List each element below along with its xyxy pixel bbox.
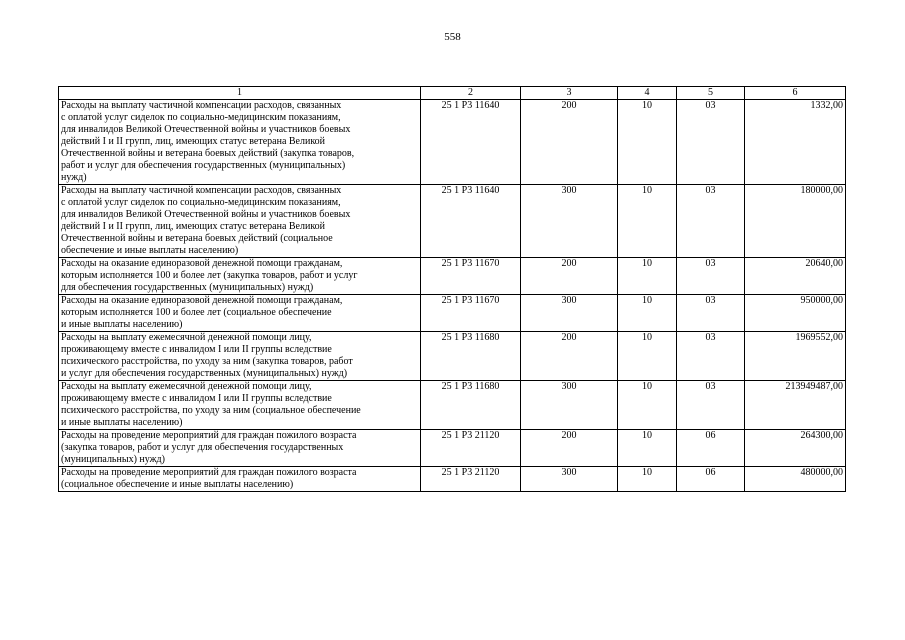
expense-description: Расходы на выплату ежемесячной денежной помощи лицу, проживающему вместе с инвалидом I или II группы вследствие психического расстройства, по уходу за ним (закупка товаров, работ и услуг для обеспечения государственных (муниципальных) нужд)	[59, 332, 421, 381]
expense-type: 200	[521, 332, 618, 381]
column-header-5: 5	[677, 87, 745, 100]
expense-type: 300	[521, 295, 618, 332]
subsection: 03	[677, 381, 745, 430]
subsection: 03	[677, 332, 745, 381]
expense-description: Расходы на выплату частичной компенсации расходов, связанных с оплатой услуг сиделок по социально-медицинским показаниям, для инвалидов Великой Отечественной войны и участников боевых действий I и II групп, лиц, имеющих статус ветерана Великой Отечественной войны и ветерана боевых действий (закупка товаров, работ и услуг для обеспечения государственных (муниципальных) нужд)	[59, 100, 421, 185]
column-header-6: 6	[745, 87, 846, 100]
expense-type: 300	[521, 185, 618, 258]
column-header-4: 4	[618, 87, 677, 100]
subsection: 06	[677, 467, 745, 492]
amount: 1332,00	[745, 100, 846, 185]
expense-description: Расходы на оказание единоразовой денежной помощи гражданам, которым исполняется 100 и более лет (закупка товаров, работ и услуг для обеспечения государственных (муниципальных) нужд)	[59, 258, 421, 295]
expense-type: 200	[521, 430, 618, 467]
budget-code: 25 1 Р3 21120	[421, 430, 521, 467]
table-row	[59, 381, 846, 430]
section: 10	[618, 332, 677, 381]
expense-type: 200	[521, 100, 618, 185]
expense-description: Расходы на проведение мероприятий для граждан пожилого возраста (закупка товаров, работ и услуг для обеспечения государственных (муниципальных) нужд)	[59, 430, 421, 467]
expense-description: Расходы на выплату частичной компенсации расходов, связанных с оплатой услуг сиделок по социально-медицинским показаниям, для инвалидов Великой Отечественной войны и участников боевых действий I и II групп, лиц, имеющих статус ветерана Великой Отечественной войны и ветерана боевых действий (социальное обеспечение и иные выплаты населению)	[59, 185, 421, 258]
table-row	[59, 100, 846, 185]
amount: 213949487,00	[745, 381, 846, 430]
expense-type: 300	[521, 467, 618, 492]
section: 10	[618, 430, 677, 467]
expense-description: Расходы на оказание единоразовой денежной помощи гражданам, которым исполняется 100 и более лет (социальное обеспечение и иные выплаты населению)	[59, 295, 421, 332]
table-row	[59, 258, 846, 295]
budget-code: 25 1 Р3 11680	[421, 332, 521, 381]
page-number: 558	[444, 31, 461, 43]
expense-type: 200	[521, 258, 618, 295]
budget-code: 25 1 Р3 11670	[421, 295, 521, 332]
budget-code: 25 1 Р3 11640	[421, 100, 521, 185]
expense-description: Расходы на выплату ежемесячной денежной помощи лицу, проживающему вместе с инвалидом I или II группы вследствие психического расстройства, по уходу за ним (социальное обеспечение и иные выплаты населению)	[59, 381, 421, 430]
amount: 1969552,00	[745, 332, 846, 381]
amount: 480000,00	[745, 467, 846, 492]
table-header-row	[59, 87, 846, 100]
amount: 180000,00	[745, 185, 846, 258]
subsection: 03	[677, 185, 745, 258]
column-header-2: 2	[421, 87, 521, 100]
section: 10	[618, 381, 677, 430]
section: 10	[618, 185, 677, 258]
subsection: 03	[677, 100, 745, 185]
subsection: 03	[677, 258, 745, 295]
amount: 20640,00	[745, 258, 846, 295]
table-row	[59, 430, 846, 467]
amount: 264300,00	[745, 430, 846, 467]
expense-type: 300	[521, 381, 618, 430]
subsection: 06	[677, 430, 745, 467]
budget-code: 25 1 Р3 21120	[421, 467, 521, 492]
column-header-3: 3	[521, 87, 618, 100]
budget-code: 25 1 Р3 11680	[421, 381, 521, 430]
amount: 950000,00	[745, 295, 846, 332]
budget-code: 25 1 Р3 11670	[421, 258, 521, 295]
section: 10	[618, 467, 677, 492]
table-row	[59, 185, 846, 258]
subsection: 03	[677, 295, 745, 332]
table-row	[59, 467, 846, 492]
section: 10	[618, 258, 677, 295]
section: 10	[618, 100, 677, 185]
table-row	[59, 332, 846, 381]
table-row	[59, 295, 846, 332]
budget-table	[58, 86, 846, 492]
expense-description: Расходы на проведение мероприятий для граждан пожилого возраста (социальное обеспечение и иные выплаты населению)	[59, 467, 421, 492]
section: 10	[618, 295, 677, 332]
column-header-1: 1	[59, 87, 421, 100]
budget-code: 25 1 Р3 11640	[421, 185, 521, 258]
